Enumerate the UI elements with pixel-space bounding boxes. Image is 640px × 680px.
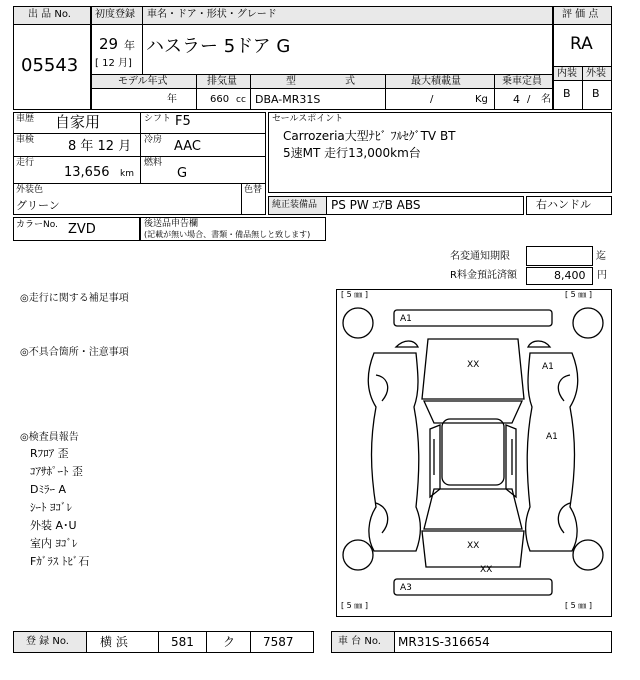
mark-rear-bumper: A3 bbox=[400, 583, 412, 593]
fuel: G bbox=[177, 166, 188, 181]
first-reg-month: [ 12 月] bbox=[95, 58, 132, 69]
inspection-label: 車検 bbox=[16, 135, 35, 145]
score-label: 評 価 点 bbox=[562, 9, 599, 20]
capacity-label: 乗車定員 bbox=[502, 76, 542, 87]
shift: F5 bbox=[175, 114, 191, 129]
exterior-grade: B bbox=[592, 87, 600, 100]
ext-color: グリーン bbox=[16, 199, 60, 212]
inspector-item: 室内 ﾖｺﾞﾚ bbox=[30, 537, 78, 550]
year-unit: 年 bbox=[124, 39, 135, 52]
steering: 右ハンドル bbox=[536, 198, 591, 211]
max-load-label: 最大積載量 bbox=[411, 76, 461, 87]
mileage-unit: km bbox=[120, 169, 134, 179]
reg-no-label: 登 録 No. bbox=[26, 636, 69, 647]
recycle-label: R料金預託済額 bbox=[450, 270, 517, 281]
max-load-unit: Kg bbox=[475, 94, 488, 105]
history-label: 車歴 bbox=[16, 114, 35, 124]
aftermarket-note: (記載が無い場合、書類・備品無しと致します) bbox=[144, 230, 311, 239]
type-label: 型 bbox=[286, 76, 296, 87]
color-no-label: カラーNo. bbox=[16, 220, 58, 230]
model-year-value: 年 bbox=[167, 94, 177, 105]
reg-class: 581 bbox=[171, 635, 194, 649]
tire-tread-tr: [ 5 ㎜ ] bbox=[565, 290, 592, 299]
displacement-label: 排気量 bbox=[207, 76, 237, 87]
exterior-label: 外装 bbox=[586, 68, 606, 79]
chassis-label: 車 台 No. bbox=[338, 636, 381, 647]
reg-number: 7587 bbox=[263, 635, 294, 649]
car-name: ハスラー 5ドア G bbox=[146, 36, 291, 57]
shift-label: シフト bbox=[144, 114, 172, 124]
ac: AAC bbox=[174, 139, 201, 154]
mark-hood: XX bbox=[467, 360, 480, 370]
inspector-item: Fｶﾞﾗｽ ﾄﾋﾞ石 bbox=[30, 555, 90, 568]
mark-right-side: A1 bbox=[546, 432, 558, 442]
odometer-change-unit: 迄 bbox=[596, 251, 606, 262]
displacement: 660 bbox=[210, 94, 230, 105]
sales-point-label: セールスポイント bbox=[272, 114, 344, 124]
chassis-no: MR31S-316654 bbox=[398, 635, 490, 649]
odometer-change-field bbox=[526, 246, 593, 266]
reg-kana: ク bbox=[223, 635, 236, 649]
odometer-change-label: 名変通知期限 bbox=[450, 251, 510, 262]
mark-tailgate: XX bbox=[467, 541, 480, 551]
defects-title: ◎不具合箇所・注意事項 bbox=[20, 347, 129, 358]
ext-color-label: 外装色 bbox=[16, 185, 44, 195]
capacity: 4 bbox=[513, 93, 520, 106]
inspection: 8 年 12 月 bbox=[68, 139, 132, 154]
capacity-unit: 名 bbox=[541, 94, 551, 105]
first-reg-year: 29 bbox=[99, 35, 119, 53]
mileage-label: 走行 bbox=[16, 158, 35, 168]
equipment-label: 純正装備品 bbox=[272, 200, 318, 210]
interior-grade: B bbox=[563, 87, 571, 100]
fuel-label: 燃料 bbox=[144, 158, 163, 168]
color-no: ZVD bbox=[68, 222, 96, 237]
equipment: PS PW ｴｱB ABS bbox=[331, 198, 421, 212]
mark-rear-lower: XX bbox=[480, 565, 493, 575]
mileage: 13,656 bbox=[64, 165, 110, 180]
color-change-label: 色替 bbox=[244, 185, 263, 195]
mark-right-front-fender: A1 bbox=[542, 362, 554, 372]
displacement-unit: cc bbox=[236, 95, 246, 105]
sales-point-line1: Carrozeria大型ﾅﾋﾞ ﾌﾙｾｸﾞTV BT bbox=[283, 129, 456, 143]
lot-no: 05543 bbox=[21, 55, 79, 76]
inspector-item: Dﾐﾗｰ A bbox=[30, 483, 66, 496]
tire-tread-bl: [ 5 ㎜ ] bbox=[341, 601, 368, 610]
tire-rear-right bbox=[573, 540, 603, 570]
sales-point-line2: 5速MT 走行13,000km台 bbox=[283, 146, 421, 160]
mark-front-bumper: A1 bbox=[400, 314, 412, 324]
ac-label: 冷房 bbox=[144, 135, 163, 145]
interior-label: 内装 bbox=[557, 68, 577, 79]
tire-front-right bbox=[573, 308, 603, 338]
first-reg-label: 初度登録 bbox=[95, 9, 135, 20]
inspector-title: ◎検査員報告 bbox=[20, 432, 79, 443]
aftermarket-label: 後送品申告欄 bbox=[144, 219, 199, 229]
inspector-item: ｺｱｻﾎﾟｰﾄ 歪 bbox=[30, 465, 83, 478]
inspector-item: Rﾌﾛｱ 歪 bbox=[30, 447, 69, 460]
model-code: DBA-MR31S bbox=[255, 93, 321, 106]
inspector-item: 外装 A･U bbox=[30, 519, 77, 532]
reg-region: 横 浜 bbox=[100, 635, 128, 649]
history: 自家用 bbox=[55, 113, 101, 131]
driving-notes-title: ◎走行に関する補足事項 bbox=[20, 293, 129, 304]
max-load-slash: / bbox=[430, 94, 434, 105]
type-label-2: 式 bbox=[345, 76, 355, 87]
score: RA bbox=[570, 34, 593, 54]
recycle-unit: 円 bbox=[597, 270, 607, 281]
recycle-value: 8,400 bbox=[554, 269, 586, 282]
lot-no-label: 出 品 No. bbox=[28, 9, 71, 20]
car-name-label: 車名・ドア・形状・グレード bbox=[147, 9, 277, 20]
tire-rear-left bbox=[343, 540, 373, 570]
model-year-label: モデル年式 bbox=[118, 76, 168, 87]
tire-front-left bbox=[343, 308, 373, 338]
tire-tread-tl: [ 5 ㎜ ] bbox=[341, 290, 368, 299]
capacity-slash: / bbox=[527, 94, 531, 105]
tire-tread-br: [ 5 ㎜ ] bbox=[565, 601, 592, 610]
inspector-item: ｼｰﾄ ﾖｺﾞﾚ bbox=[30, 501, 72, 514]
car-outline bbox=[336, 289, 612, 617]
